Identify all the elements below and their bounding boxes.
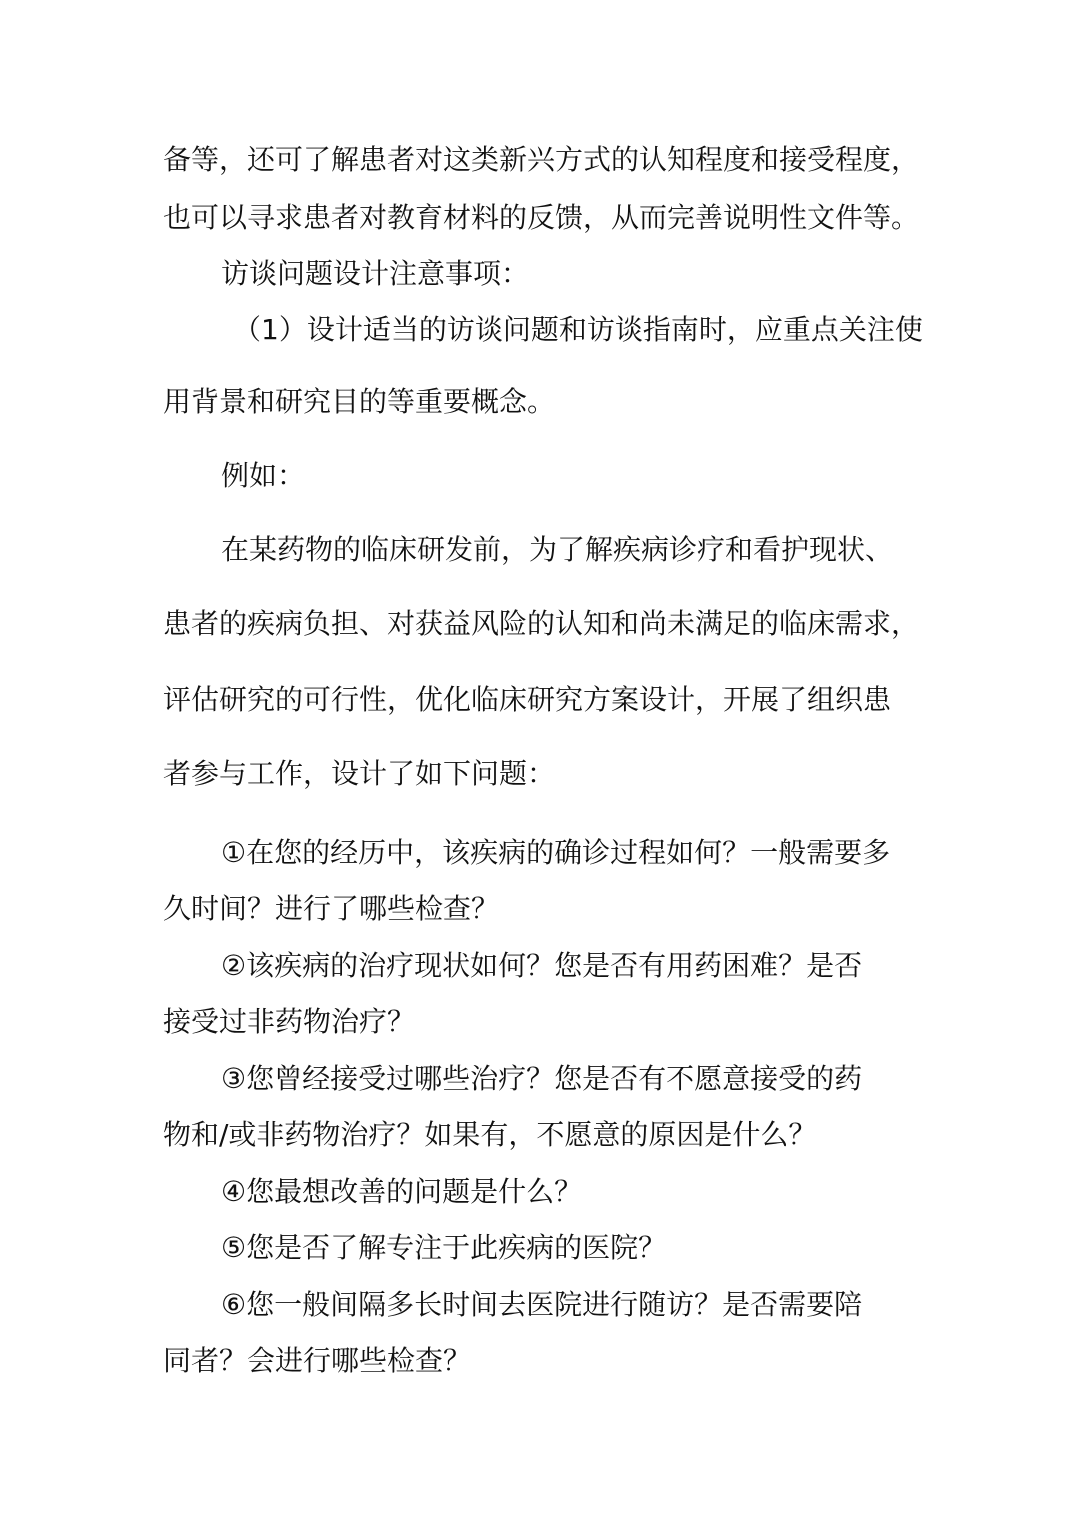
text-line-12: 久时间？进行了哪些检查？ <box>163 892 500 925</box>
text-line-7: 在某药物的临床研发前，为了解疾病诊疗和看护现状、 <box>221 533 894 566</box>
text-line-15: ③您曾经接受过哪些治疗？您是否有不愿意接受的药 <box>221 1062 863 1095</box>
text-line-17: ④您最想改善的问题是什么？ <box>221 1175 583 1208</box>
text-line-9: 评估研究的可行性，优化临床研究方案设计，开展了组织患 <box>163 683 892 716</box>
text-line-18: ⑤您是否了解专注于此疾病的医院？ <box>221 1231 667 1264</box>
text-line-8: 患者的疾病负担、对获益风险的认知和尚未满足的临床需求， <box>163 607 920 640</box>
text-line-5: 用背景和研究目的等重要概念。 <box>163 385 556 418</box>
text-line-13: ②该疾病的治疗现状如何？您是否有用药困难？是否 <box>221 949 863 982</box>
text-line-4: （1）设计适当的访谈问题和访谈指南时，应重点关注使 <box>233 313 923 346</box>
text-line-16: 物和/或非药物治疗？如果有，不愿意的原因是什么？ <box>163 1118 817 1151</box>
text-line-14: 接受过非药物治疗？ <box>163 1005 416 1038</box>
text-line-3: 访谈问题设计注意事项： <box>221 257 530 290</box>
text-line-19: ⑥您一般间隔多长时间去医院进行随访？是否需要陪 <box>221 1288 863 1321</box>
text-line-20: 同者？会进行哪些检查？ <box>163 1344 472 1377</box>
text-line-11: ①在您的经历中，该疾病的确诊过程如何？一般需要多 <box>221 836 891 869</box>
text-line-10: 者参与工作，设计了如下问题： <box>163 757 556 790</box>
text-line-2: 也可以寻求患者对教育材料的反馈，从而完善说明性文件等。 <box>163 201 920 234</box>
text-line-1: 备等，还可了解患者对这类新兴方式的认知程度和接受程度， <box>163 143 920 176</box>
text-line-6: 例如： <box>221 459 306 492</box>
